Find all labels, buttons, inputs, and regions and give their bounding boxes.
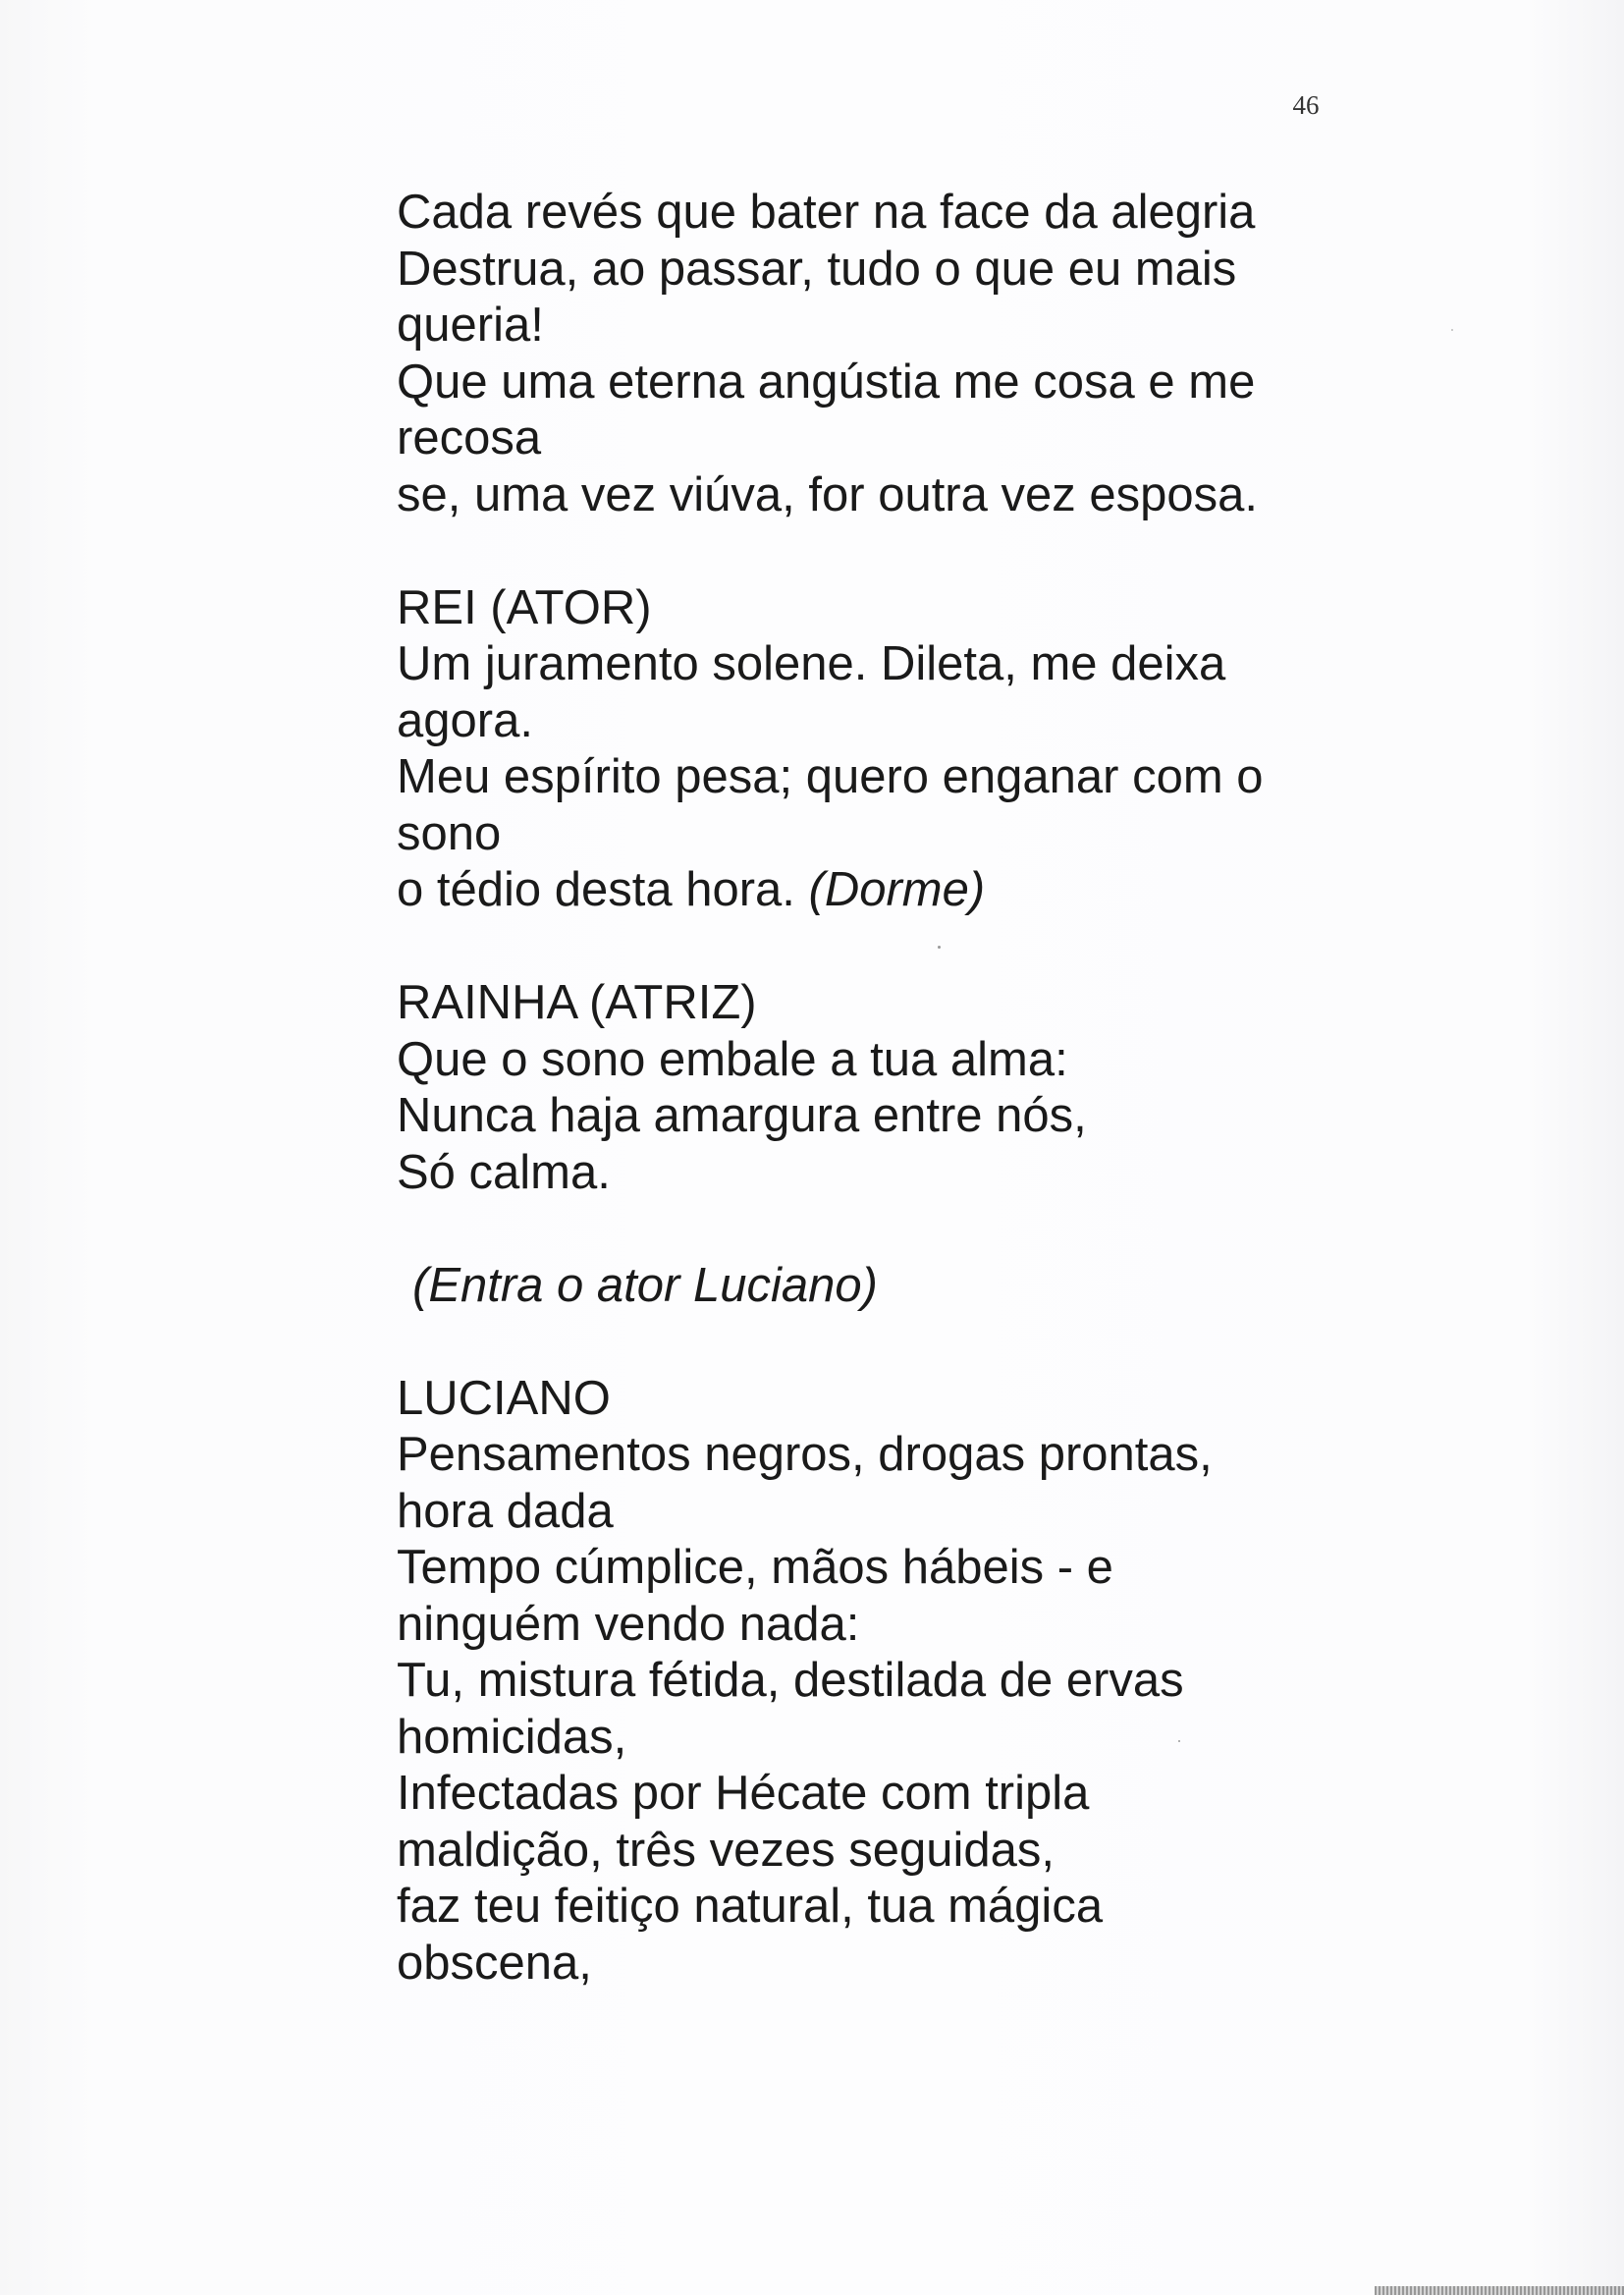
verse-line: hora dada xyxy=(397,1484,614,1538)
verse-line: Que o sono embale a tua alma: xyxy=(397,1032,1068,1086)
verse-line: recosa xyxy=(397,411,542,464)
verse-line: Um juramento solene. Dileta, me deixa xyxy=(397,637,1226,690)
verse-line: sono xyxy=(397,806,502,860)
verse-line: se, uma vez viúva, for outra vez esposa. xyxy=(397,467,1258,521)
stanza-gap xyxy=(397,919,1329,976)
speaker-name: LUCIANO xyxy=(397,1371,611,1425)
page-number: 46 xyxy=(1292,90,1320,120)
verse-line: homicidas, xyxy=(397,1710,627,1764)
speaker-name: RAINHA (ATRIZ) xyxy=(397,976,757,1029)
verse-line-with-direction xyxy=(397,862,1329,919)
verse-text: o tédio desta hora. xyxy=(397,863,809,916)
stage-direction: (Entra o ator Luciano) xyxy=(412,1258,878,1312)
rei-speech xyxy=(397,580,1329,919)
rainha-speech xyxy=(397,975,1329,1201)
verse-line: Meu espírito pesa; quero enganar com o xyxy=(397,750,1264,803)
verse-line: Nunca haja amargura entre nós, xyxy=(397,1089,1087,1142)
verse-line: Tu, mistura fétida, destilada de ervas xyxy=(397,1654,1184,1707)
verse-line: faz teu feitiço natural, tua mágica xyxy=(397,1880,1104,1933)
verse-line: Cada revés que bater na face da alegria xyxy=(397,186,1256,239)
verse-line: Só calma. xyxy=(397,1145,611,1199)
verse-line: Pensamentos negros, drogas prontas, xyxy=(397,1428,1213,1481)
verse-line: Destrua, ao passar, tudo o que eu mais xyxy=(397,242,1237,296)
verse-line: Infectadas por Hécate com tripla xyxy=(397,1767,1090,1820)
speaker-name: REI (ATOR) xyxy=(397,580,652,634)
verse-line: ninguém vendo nada: xyxy=(397,1597,860,1651)
stanza-gap xyxy=(397,1314,1329,1371)
verse-line: obscena, xyxy=(397,1936,592,1990)
scan-speck xyxy=(1451,329,1453,331)
verse-line: maldição, três vezes seguidas, xyxy=(397,1823,1055,1877)
scan-edge-artifact xyxy=(1375,2286,1624,2295)
scan-speck xyxy=(1178,1740,1180,1742)
stage-direction: (Dorme) xyxy=(808,863,986,916)
play-text xyxy=(397,185,1329,1992)
verse-line: agora. xyxy=(397,693,533,747)
stanza-gap xyxy=(397,523,1329,580)
luciano-speech xyxy=(397,1371,1329,1993)
stanza-gap xyxy=(397,1201,1329,1258)
verse-line: Tempo cúmplice, mãos hábeis - e xyxy=(397,1541,1113,1594)
opening-verse xyxy=(397,185,1329,523)
verse-line: queria! xyxy=(397,299,544,352)
verse-line: Que uma eterna angústia me cosa e me xyxy=(397,355,1256,409)
scan-speck xyxy=(938,946,941,949)
